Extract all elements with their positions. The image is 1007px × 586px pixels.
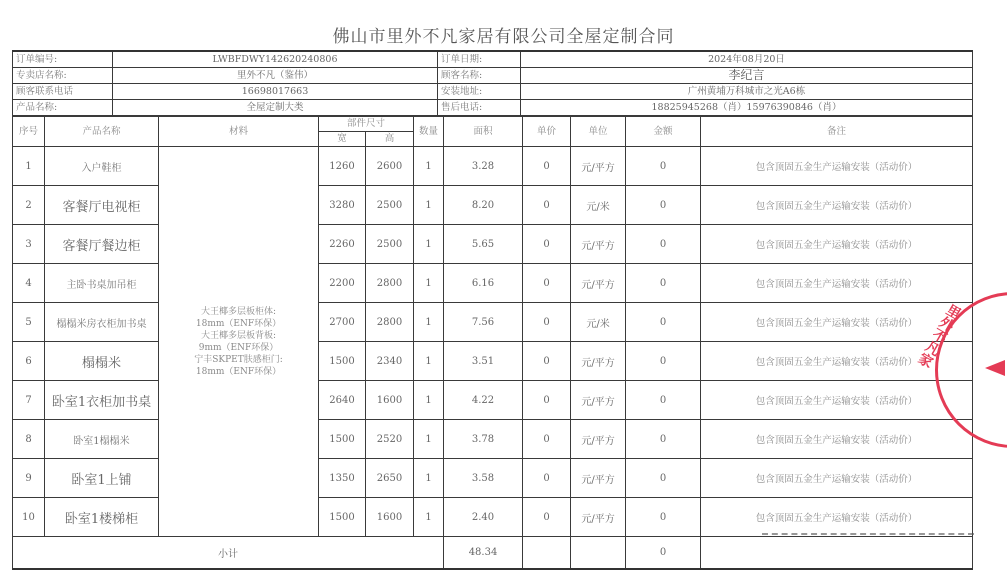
remark-cell: 包含顶固五金生产运输安装（活动价） [701, 342, 973, 381]
seq-cell: 10 [13, 498, 45, 537]
info-row [13, 84, 973, 100]
area-cell: 4.22 [444, 381, 523, 420]
material-line: 18mm（ENF环保） [195, 366, 282, 377]
name-cell: 客餐厅电视柜 [45, 186, 159, 225]
unit-cell: 元/平方 [571, 498, 626, 537]
col-unit: 单位 [571, 117, 626, 147]
unit-cell: 元/平方 [571, 459, 626, 498]
info-row [13, 100, 973, 116]
area-cell: 6.16 [444, 264, 523, 303]
unit-price-cell: 0 [523, 459, 571, 498]
customer-label: 顾客名称: [438, 68, 521, 84]
name-cell: 卧室1上铺 [45, 459, 159, 498]
unit-price-cell: 0 [523, 498, 571, 537]
area-cell: 2.40 [444, 498, 523, 537]
width-cell: 1500 [319, 420, 366, 459]
qty-cell: 1 [414, 381, 444, 420]
product-value: 全屋定制大类 [113, 100, 438, 116]
store-value: 里外不凡（鉴伟） [113, 68, 438, 84]
width-cell: 2260 [319, 225, 366, 264]
col-width: 宽 [319, 132, 366, 147]
table-row [13, 225, 973, 264]
name-cell: 榻榻米 [45, 342, 159, 381]
unit-price-cell: 0 [523, 342, 571, 381]
qty-cell: 1 [414, 303, 444, 342]
col-height: 高 [366, 132, 414, 147]
unit-cell: 元/米 [571, 186, 626, 225]
unit-cell: 元/平方 [571, 381, 626, 420]
width-cell: 1350 [319, 459, 366, 498]
qty-cell: 1 [414, 264, 444, 303]
table-row [13, 303, 973, 342]
address-label: 安装地址: [438, 84, 521, 100]
remark-cell: 包含顶固五金生产运输安装（活动价） [701, 459, 973, 498]
qty-cell: 1 [414, 147, 444, 186]
unit-cell: 元/平方 [571, 147, 626, 186]
height-cell: 1600 [366, 498, 414, 537]
subtotal-unit [571, 537, 626, 569]
area-cell: 5.65 [444, 225, 523, 264]
subtotal-remark [701, 537, 973, 569]
seq-cell: 3 [13, 225, 45, 264]
order-info-table [12, 50, 973, 116]
subtotal-label: 小计 [13, 537, 444, 569]
height-cell: 2600 [366, 147, 414, 186]
table-row [13, 264, 973, 303]
remark-cell: 包含顶固五金生产运输安装（活动价） [701, 303, 973, 342]
material-line: 宁丰SKPET肤感柜门: [194, 354, 283, 365]
qty-cell: 1 [414, 186, 444, 225]
scan-artifact-line [762, 533, 974, 539]
phone-label: 顾客联系电话 [13, 84, 113, 100]
remark-cell: 包含顶固五金生产运输安装（活动价） [701, 498, 973, 537]
height-cell: 2500 [366, 186, 414, 225]
order-no-label: 订单编号: [13, 51, 113, 68]
area-cell: 3.51 [444, 342, 523, 381]
col-seq: 序号 [13, 117, 45, 147]
seq-cell: 1 [13, 147, 45, 186]
seq-cell: 8 [13, 420, 45, 459]
seal-star-icon [985, 360, 1005, 376]
service-phone-value: 18825945268（肖）15976390846（肖） [521, 100, 973, 116]
remark-cell: 包含顶固五金生产运输安装（活动价） [701, 147, 973, 186]
amount-cell: 0 [626, 225, 701, 264]
table-row [13, 381, 973, 420]
table-row [13, 459, 973, 498]
remark-cell: 包含顶固五金生产运输安装（活动价） [701, 420, 973, 459]
table-row [13, 342, 973, 381]
unit-cell: 元/平方 [571, 420, 626, 459]
subtotal-row [13, 537, 973, 569]
width-cell: 1500 [319, 498, 366, 537]
contract-sheet [12, 50, 972, 570]
amount-cell: 0 [626, 264, 701, 303]
width-cell: 2640 [319, 381, 366, 420]
col-amount: 金额 [626, 117, 701, 147]
col-material: 材料 [159, 117, 319, 147]
amount-cell: 0 [626, 147, 701, 186]
subtotal-unit-price [523, 537, 571, 569]
seq-cell: 4 [13, 264, 45, 303]
qty-cell: 1 [414, 225, 444, 264]
width-cell: 1260 [319, 147, 366, 186]
width-cell: 3280 [319, 186, 366, 225]
area-cell: 8.20 [444, 186, 523, 225]
width-cell: 1500 [319, 342, 366, 381]
height-cell: 2500 [366, 225, 414, 264]
height-cell: 2650 [366, 459, 414, 498]
subtotal-amount: 0 [626, 537, 701, 569]
order-date-label: 订单日期: [438, 51, 521, 68]
height-cell: 2800 [366, 303, 414, 342]
unit-price-cell: 0 [523, 381, 571, 420]
unit-price-cell: 0 [523, 420, 571, 459]
height-cell: 2800 [366, 264, 414, 303]
qty-cell: 1 [414, 498, 444, 537]
company-seal-text: 里外不凡家 [914, 301, 964, 370]
amount-cell: 0 [626, 186, 701, 225]
table-row [13, 420, 973, 459]
name-cell: 卧室1衣柜加书桌 [45, 381, 159, 420]
material-line: 9mm（ENF环保） [198, 342, 279, 353]
material-cell [159, 147, 319, 537]
height-cell: 2520 [366, 420, 414, 459]
info-row [13, 68, 973, 84]
unit-cell: 元/平方 [571, 264, 626, 303]
unit-price-cell: 0 [523, 186, 571, 225]
col-remark: 备注 [701, 117, 973, 147]
height-cell: 2340 [366, 342, 414, 381]
col-area: 面积 [444, 117, 523, 147]
col-unit-price: 单价 [523, 117, 571, 147]
subtotal-area: 48.34 [444, 537, 523, 569]
material-line: 18mm（ENF环保） [195, 318, 282, 329]
qty-cell: 1 [414, 459, 444, 498]
name-cell: 榻榻米房衣柜加书桌 [45, 303, 159, 342]
seq-cell: 7 [13, 381, 45, 420]
width-cell: 2700 [319, 303, 366, 342]
amount-cell: 0 [626, 498, 701, 537]
amount-cell: 0 [626, 420, 701, 459]
seq-cell: 9 [13, 459, 45, 498]
table-header-row [13, 117, 973, 132]
col-name: 产品名称 [45, 117, 159, 147]
unit-price-cell: 0 [523, 147, 571, 186]
phone-value: 16698017663 [113, 84, 438, 100]
remark-cell: 包含顶固五金生产运输安装（活动价） [701, 381, 973, 420]
seq-cell: 6 [13, 342, 45, 381]
remark-cell: 包含顶固五金生产运输安装（活动价） [701, 225, 973, 264]
qty-cell: 1 [414, 420, 444, 459]
remark-cell: 包含顶固五金生产运输安装（活动价） [701, 186, 973, 225]
order-no-value: LWBFDWY142620240806 [113, 51, 438, 68]
name-cell: 入户鞋柜 [45, 147, 159, 186]
table-row [13, 186, 973, 225]
amount-cell: 0 [626, 303, 701, 342]
unit-price-cell: 0 [523, 264, 571, 303]
info-row [13, 51, 973, 68]
table-row [13, 147, 973, 186]
unit-cell: 元/平方 [571, 342, 626, 381]
amount-cell: 0 [626, 381, 701, 420]
remark-cell: 包含顶固五金生产运输安装（活动价） [701, 264, 973, 303]
name-cell: 主卧书桌加吊柜 [45, 264, 159, 303]
store-label: 专卖店名称: [13, 68, 113, 84]
seq-cell: 5 [13, 303, 45, 342]
unit-price-cell: 0 [523, 225, 571, 264]
table-row [13, 498, 973, 537]
material-line: 大王椰多层板柜体: [200, 306, 277, 317]
seq-cell: 2 [13, 186, 45, 225]
col-size: 部件尺寸 [319, 117, 414, 132]
amount-cell: 0 [626, 342, 701, 381]
height-cell: 1600 [366, 381, 414, 420]
col-qty: 数量 [414, 117, 444, 147]
service-phone-label: 售后电话: [438, 100, 521, 116]
name-cell: 卧室1楼梯柜 [45, 498, 159, 537]
qty-cell: 1 [414, 342, 444, 381]
area-cell: 3.28 [444, 147, 523, 186]
name-cell: 客餐厅餐边柜 [45, 225, 159, 264]
area-cell: 7.56 [444, 303, 523, 342]
address-value: 广州黄埔万科城市之光A6栋 [521, 84, 973, 100]
unit-cell: 元/米 [571, 303, 626, 342]
product-label: 产品名称: [13, 100, 113, 116]
amount-cell: 0 [626, 459, 701, 498]
customer-value: 李纪言 [521, 68, 973, 84]
unit-price-cell: 0 [523, 303, 571, 342]
width-cell: 2200 [319, 264, 366, 303]
area-cell: 3.78 [444, 420, 523, 459]
area-cell: 3.58 [444, 459, 523, 498]
contract-title: 佛山市里外不凡家居有限公司全屋定制合同 [332, 27, 675, 47]
unit-cell: 元/平方 [571, 225, 626, 264]
material-line: 大王椰多层板背板: [200, 330, 277, 341]
order-date-value: 2024年08月20日 [521, 51, 973, 68]
product-table [12, 116, 973, 570]
name-cell: 卧室1榻榻米 [45, 420, 159, 459]
